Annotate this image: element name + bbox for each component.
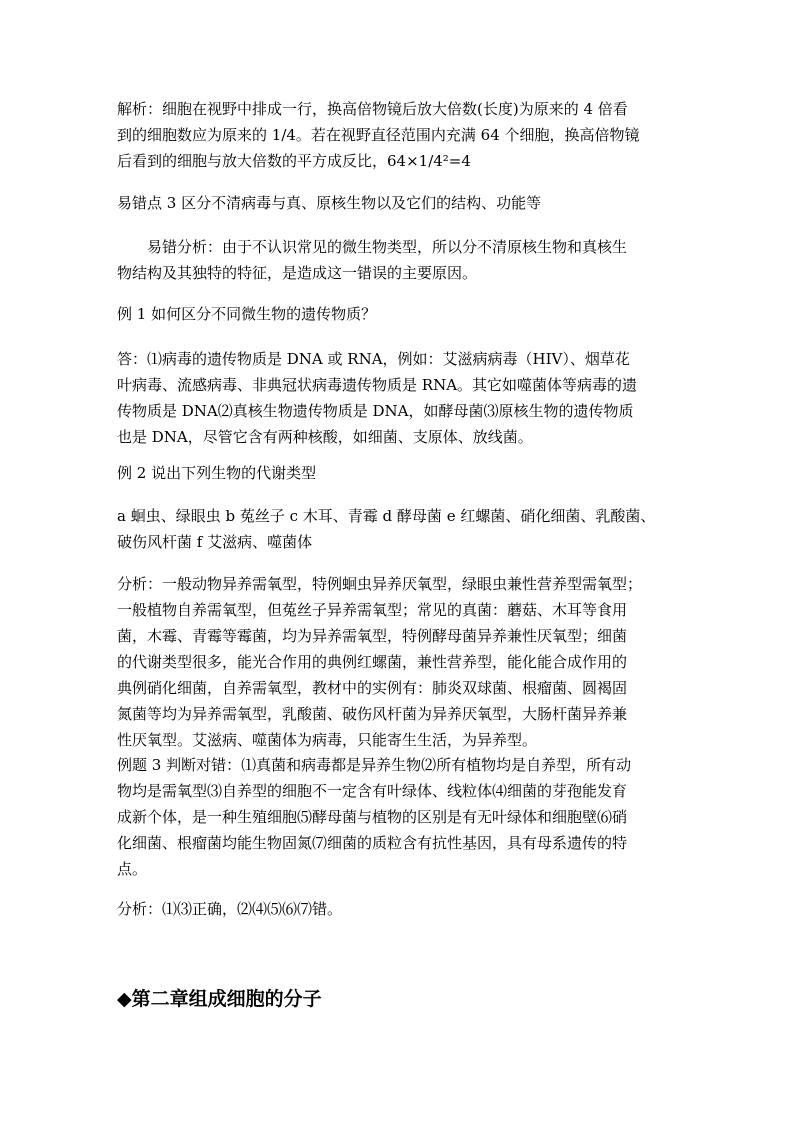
paragraph-line: 后看到的细胞与放大倍数的平方成反比，64×1/4²=4 xyxy=(117,152,471,170)
paragraph-line: 物均是需氧型⑶自养型的细胞不一定含有叶绿体、线粒体⑷细菌的芽孢能发育 xyxy=(117,782,628,800)
paragraph-line: 答：⑴病毒的遗传物质是 DNA 或 RNA，例如：艾滋病病毒（HIV）、烟草花 xyxy=(117,350,630,368)
paragraph-example-2-options xyxy=(117,503,677,555)
paragraph-example-2 xyxy=(117,460,677,486)
paragraph-line: 性厌氧型。艾滋病、噬菌体为病毒，只能寄生生活，为异养型。 xyxy=(117,731,538,749)
paragraph-line: 传物质是 DNA⑵真核生物遗传物质是 DNA，如酵母菌⑶原核生物的遗传物质 xyxy=(117,402,634,420)
paragraph-line: 物结构及其独特的特征，是造成这一错误的主要原因。 xyxy=(117,264,478,282)
paragraph-line: 一般植物自养需氧型，但菟丝子异养需氧型；常见的真菌：蘑菇、木耳等食用 xyxy=(117,601,628,619)
paragraph-line: 分析：一般动物异养需氧型，特例蛔虫异养厌氧型，绿眼虫兼性营养型需氧型； xyxy=(117,575,643,593)
paragraph-line: 化细菌、根瘤菌均能生物固氮⑺细菌的质粒含有抗性基因，具有母系遗传的特 xyxy=(117,834,628,852)
paragraph-line: 也是 DNA，尽管它含有两种核酸，如细菌、支原体、放线菌。 xyxy=(117,428,533,446)
paragraph-line: 菌，木霉、青霉等霉菌，均为异养需氧型，特例酵母菌异养兼性厌氧型；细菌 xyxy=(117,627,628,645)
paragraph-line: 到的细胞数应为原来的 1/4。若在视野直径范围内充满 64 个细胞，换高倍物镜 xyxy=(117,126,640,144)
paragraph-line: 破伤风杆菌 f 艾滋病、噬菌体 xyxy=(117,533,313,551)
paragraph-line: 叶病毒、流感病毒、非典冠状病毒遗传物质是 RNA。其它如噬菌体等病毒的遗 xyxy=(117,376,638,394)
paragraph-line: 易错分析：由于不认识常见的微生物类型，所以分不清原核生物和真核生 xyxy=(147,238,628,256)
paragraph-line: 易错点 3 区分不清病毒与真、原核生物以及它们的结构、功能等 xyxy=(117,194,542,212)
paragraph-error-analysis xyxy=(117,234,677,286)
paragraph-line: 氮菌等均为异养需氧型，乳酸菌、破伤风杆菌为异养厌氧型，大肠杆菌异养兼 xyxy=(117,705,628,723)
chapter-heading: ◆第二章组成细胞的分子 xyxy=(117,988,322,1010)
paragraph-example-1 xyxy=(117,301,677,327)
paragraph-line: a 蛔虫、绿眼虫 b 菟丝子 c 木耳、青霉 d 酵母菌 e 红螺菌、硝化细菌、乳酸菌、 xyxy=(117,507,656,525)
paragraph-line: 典例硝化细菌，自养需氧型，教材中的实例有：肺炎双球菌、根瘤菌、圆褐固 xyxy=(117,679,628,697)
paragraph-line: 例 2 说出下列生物的代谢类型 xyxy=(117,464,317,482)
paragraph-answer-1 xyxy=(117,346,677,450)
paragraph-line: 分析：⑴⑶正确，⑵⑷⑸⑹⑺错。 xyxy=(117,900,343,918)
paragraph-example-3 xyxy=(117,752,677,882)
paragraph-analysis-3 xyxy=(117,896,677,922)
paragraph-line: 例题 3 判断对错：⑴真菌和病毒都是异养生物⑵所有植物均是自养型，所有动 xyxy=(117,756,632,774)
paragraph-line: 解析：细胞在视野中排成一行，换高倍物镜后放大倍数(长度)为原来的 4 倍看 xyxy=(117,100,628,118)
paragraph-line: 的代谢类型很多，能光合作用的典例红螺菌，兼性营养型，能化能合成作用的 xyxy=(117,653,628,671)
paragraph-error-point-3 xyxy=(117,190,677,216)
paragraph-line: 成新个体，是一种生殖细胞⑸酵母菌与植物的区别是有无叶绿体和细胞壁⑹硝 xyxy=(117,808,628,826)
paragraph-line: 点。 xyxy=(117,860,148,878)
paragraph-line: 例 1 如何区分不同微生物的遗传物质？ xyxy=(117,305,377,323)
paragraph-analysis-2 xyxy=(117,571,677,753)
paragraph-analysis-1 xyxy=(117,96,677,174)
